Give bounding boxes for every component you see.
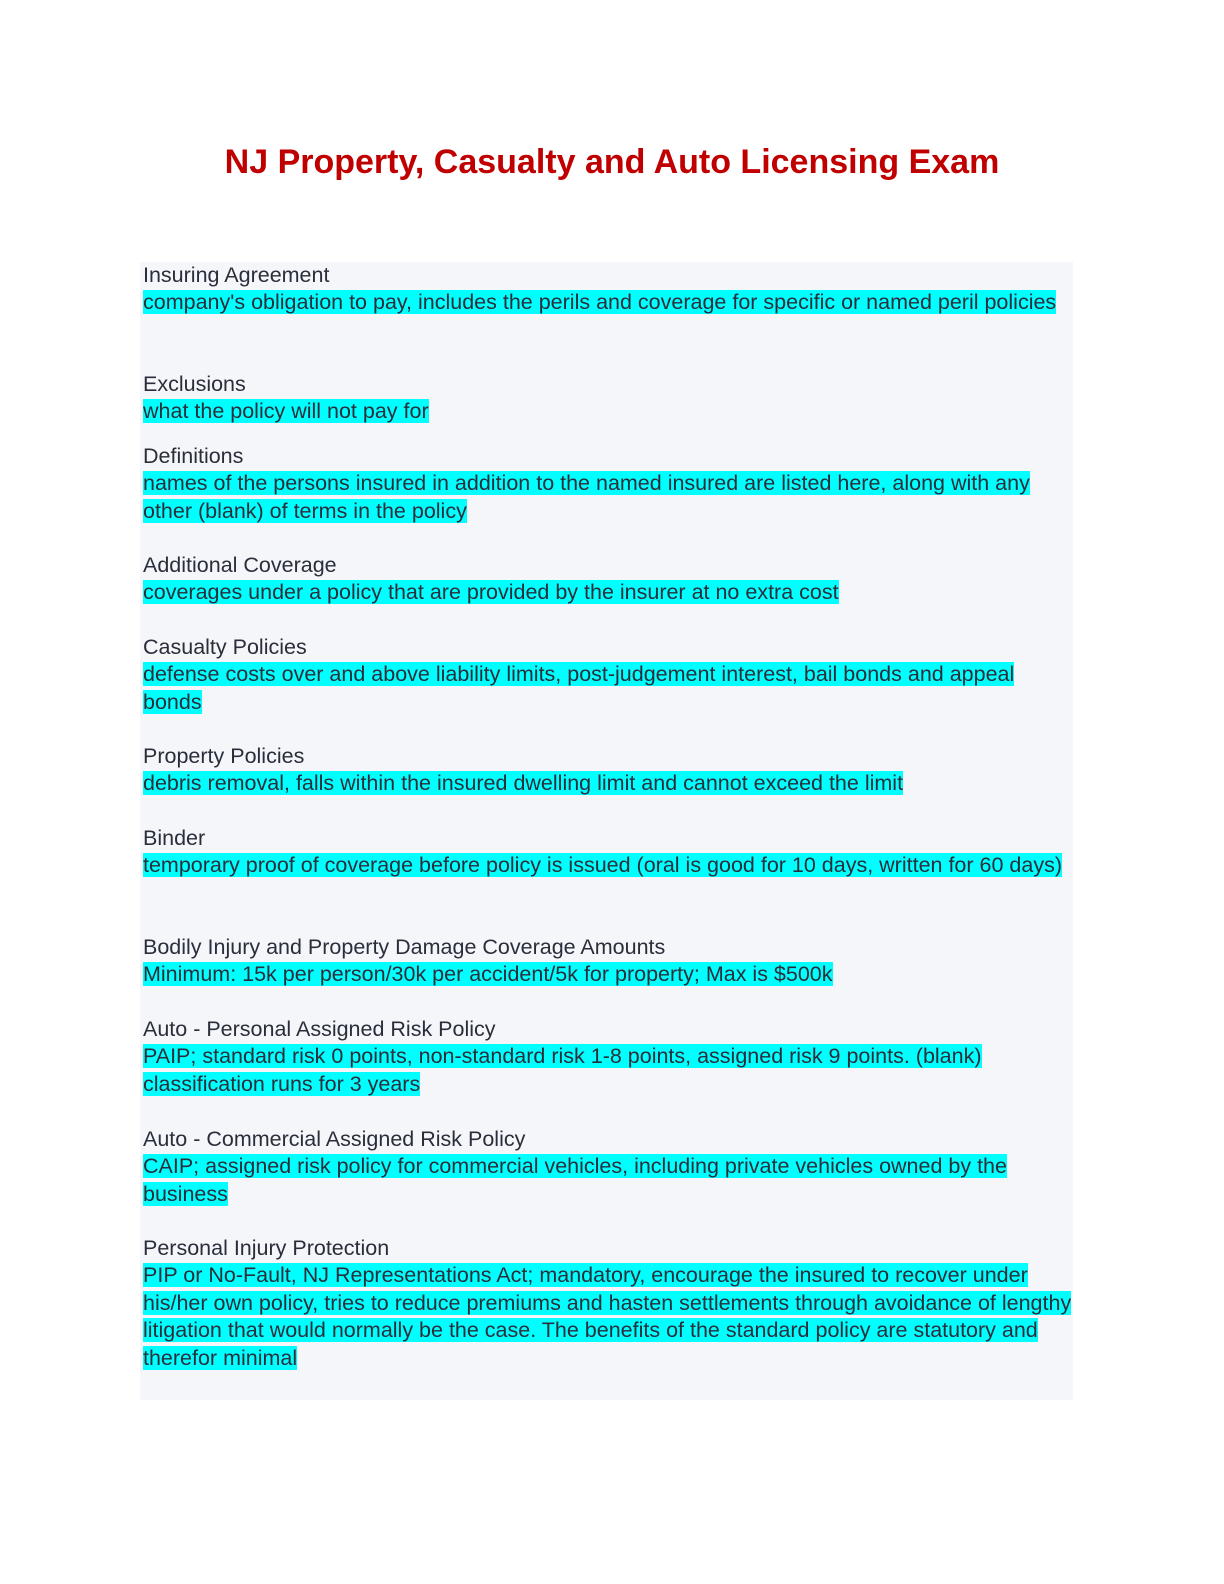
entry-definition-text: defense costs over and above liability limits, post-judgement interest, bail bonds and appeal bonds xyxy=(143,662,1015,714)
entry-exclusions xyxy=(143,371,1073,426)
entry-definition-text: temporary proof of coverage before policy is issued (oral is good for 10 days, written for 60 days) xyxy=(143,853,1062,878)
entry-personal-assigned-risk xyxy=(143,1016,1073,1098)
entry-definition xyxy=(143,961,1073,988)
entry-definitions xyxy=(143,443,1073,525)
entry-definition xyxy=(143,852,1073,879)
entry-term: Auto - Commercial Assigned Risk Policy xyxy=(143,1127,526,1151)
entry-coverage-amounts xyxy=(143,934,1073,989)
entry-definition-text: company's obligation to pay, includes the perils and coverage for specific or named peril policies xyxy=(143,290,1057,315)
entry-term: Exclusions xyxy=(143,372,246,396)
entry-term: Auto - Personal Assigned Risk Policy xyxy=(143,1017,496,1041)
entry-definition-text: debris removal, falls within the insured dwelling limit and cannot exceed the limit xyxy=(143,771,904,796)
entry-property-policies xyxy=(143,743,1073,798)
entry-term: Definitions xyxy=(143,444,244,468)
entry-commercial-assigned-risk xyxy=(143,1126,1073,1208)
entry-term: Bodily Injury and Property Damage Coverage Amounts xyxy=(143,935,666,959)
entry-definition-text: coverages under a policy that are provided by the insurer at no extra cost xyxy=(143,580,839,605)
entry-definition xyxy=(143,289,1073,316)
entry-casualty-policies xyxy=(143,634,1073,716)
entry-insuring-agreement xyxy=(143,262,1073,317)
entry-definition xyxy=(143,398,1073,425)
entry-definition-text: Minimum: 15k per person/30k per accident/5k for property; Max is $500k xyxy=(143,962,833,987)
entry-definition xyxy=(143,770,1073,797)
entry-definition xyxy=(143,1043,1073,1098)
entry-term: Insuring Agreement xyxy=(143,263,330,287)
entry-definition-text: PAIP; standard risk 0 points, non-standard risk 1-8 points, assigned risk 9 points. (blank) classification runs for 3 years xyxy=(143,1044,982,1096)
entry-definition xyxy=(143,579,1073,606)
entry-definition-text: PIP or No-Fault, NJ Representations Act; mandatory, encourage the insured to recover under his/her own policy, tries to reduce premiums and hasten settlements through avoidance of lengthy litigation that would normally be the case. The benefits of the standard policy are statutory and therefor minimal xyxy=(143,1263,1072,1370)
entry-definition xyxy=(143,1153,1073,1208)
entry-term: Property Policies xyxy=(143,744,305,768)
entry-additional-coverage xyxy=(143,552,1073,607)
entry-term: Personal Injury Protection xyxy=(143,1236,390,1260)
flashcard-list xyxy=(140,262,1073,1400)
entry-personal-injury-protection xyxy=(143,1235,1073,1372)
entry-definition-text: CAIP; assigned risk policy for commercial vehicles, including private vehicles owned by the business xyxy=(143,1154,1007,1206)
entry-definition xyxy=(143,661,1073,716)
entry-definition-text: names of the persons insured in addition to the named insured are listed here, along with any other (blank) of terms in the policy xyxy=(143,471,1030,523)
entry-definition xyxy=(143,470,1073,525)
entry-definition xyxy=(143,1262,1073,1372)
entry-binder xyxy=(143,825,1073,880)
entry-definition-text: what the policy will not pay for xyxy=(143,399,429,424)
page-title: NJ Property, Casualty and Auto Licensing Exam xyxy=(224,143,1000,181)
entry-term: Binder xyxy=(143,826,206,850)
entry-term: Additional Coverage xyxy=(143,553,337,577)
entry-term: Casualty Policies xyxy=(143,635,307,659)
